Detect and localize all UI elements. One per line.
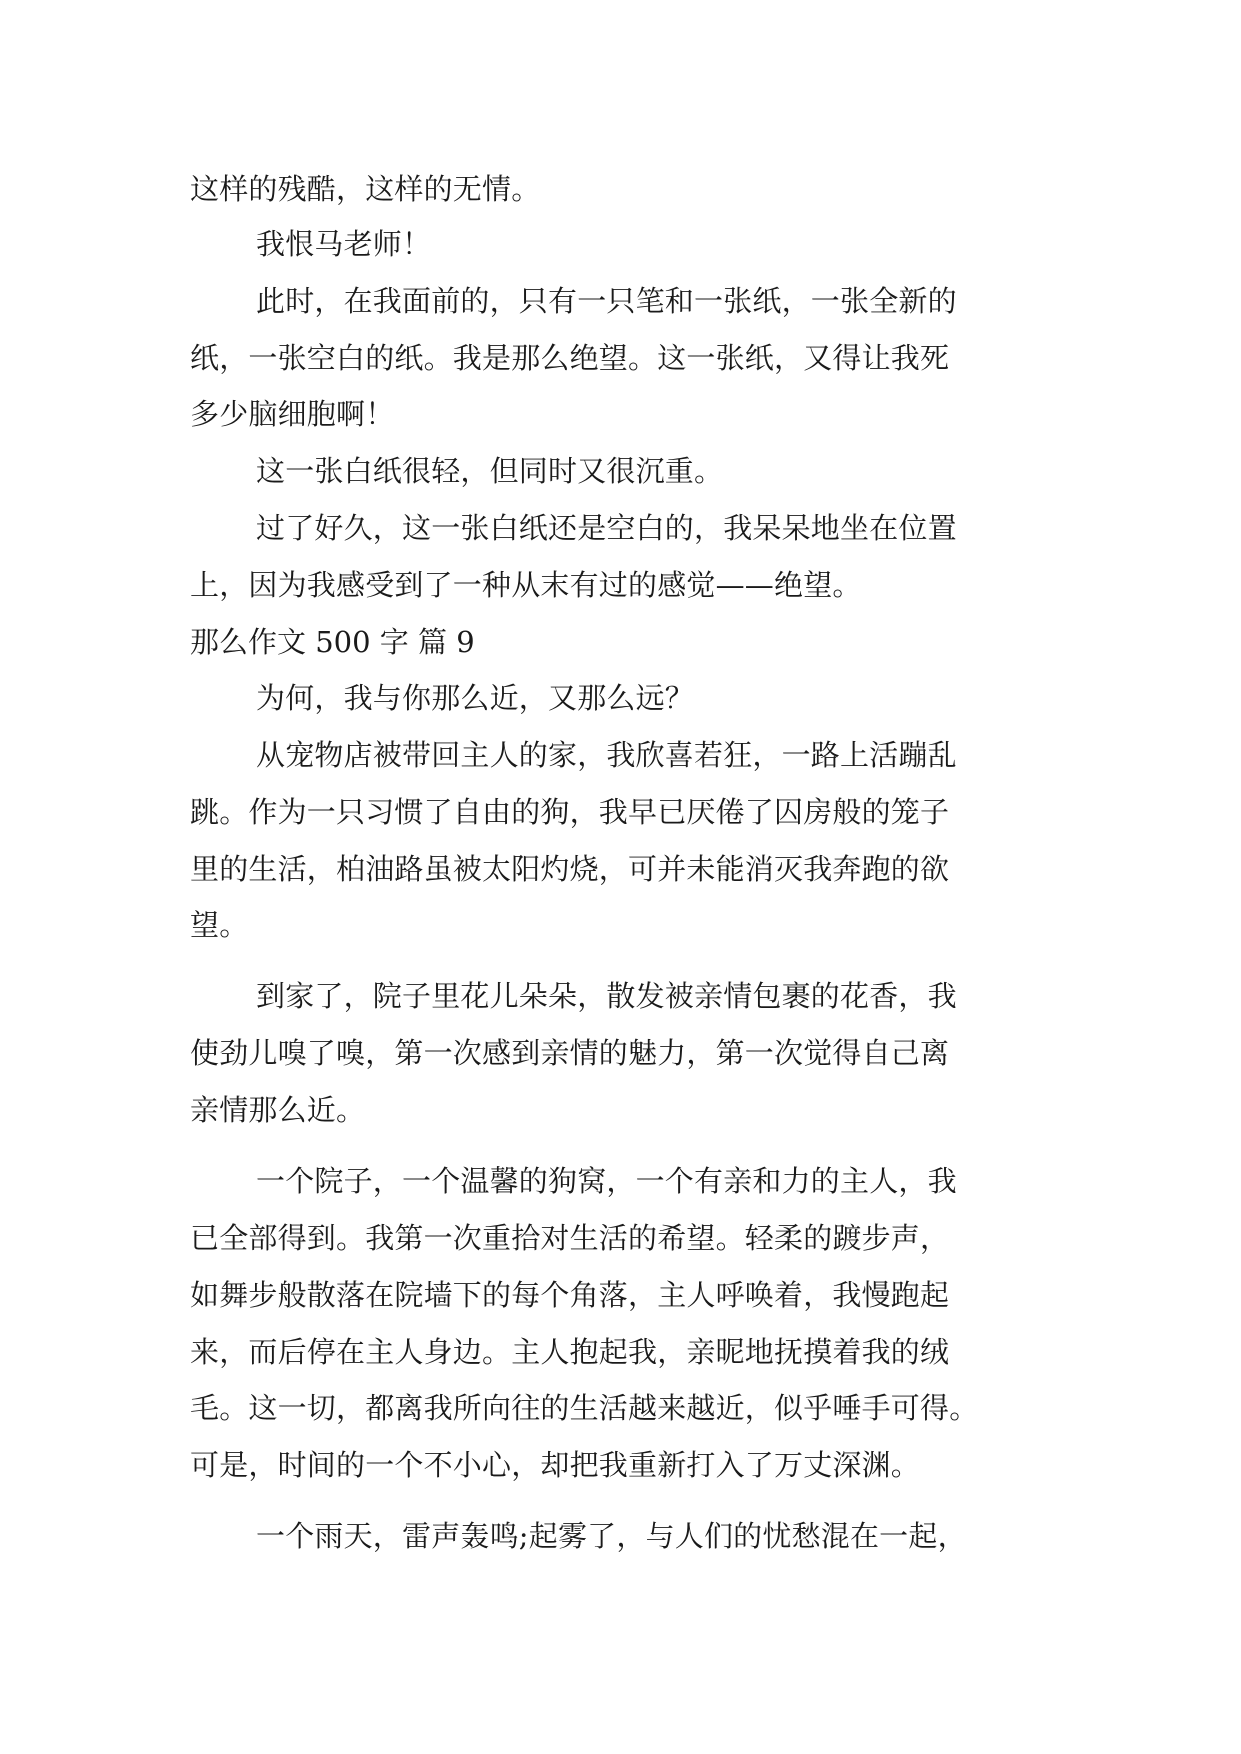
text-line: 跳。作为一只习惯了自由的狗，我早已厌倦了囚房般的笼子 xyxy=(190,795,950,829)
text-line: 上，因为我感受到了一种从末有过的感觉——绝望。 xyxy=(190,568,862,602)
text-line: 亲情那么近。 xyxy=(190,1093,366,1127)
text-line: 这样的残酷，这样的无情。 xyxy=(190,172,541,206)
text-line: 一个雨天，雷声轰鸣;起雾了，与人们的忧愁混在一起， xyxy=(256,1519,967,1553)
text-line: 到家了，院子里花儿朵朵，散发被亲情包裹的花香，我 xyxy=(256,979,957,1013)
text-line: 来，而后停在主人身边。主人抱起我，亲昵地抚摸着我的绒 xyxy=(190,1335,950,1369)
text-line: 此时，在我面前的，只有一只笔和一张纸，一张全新的 xyxy=(256,284,957,318)
text-line: 为何，我与你那么近，又那么远？ xyxy=(256,681,695,715)
section-heading: 那么作文 500 字 篇 9 xyxy=(190,625,475,659)
text-line: 里的生活，柏油路虽被太阳灼烧，可并未能消灭我奔跑的欲 xyxy=(190,852,950,886)
text-line: 从宠物店被带回主人的家，我欣喜若狂，一路上活蹦乱 xyxy=(256,738,957,772)
text-line: 可是，时间的一个不小心，却把我重新打入了万丈深渊。 xyxy=(190,1448,921,1482)
text-line: 使劲儿嗅了嗅，第一次感到亲情的魅力，第一次觉得自己离 xyxy=(190,1036,950,1070)
text-line: 多少脑细胞啊！ xyxy=(190,397,395,431)
text-line: 一个院子，一个温馨的狗窝，一个有亲和力的主人，我 xyxy=(256,1164,957,1198)
text-line: 纸，一张空白的纸。我是那么绝望。这一张纸，又得让我死 xyxy=(190,341,950,375)
text-line: 已全部得到。我第一次重拾对生活的希望。轻柔的踱步声， xyxy=(190,1221,950,1255)
text-line: 这一张白纸很轻，但同时又很沉重。 xyxy=(256,454,724,488)
text-line: 如舞步般散落在院墙下的每个角落，主人呼唤着，我慢跑起 xyxy=(190,1278,950,1312)
text-line: 我恨马老师！ xyxy=(256,227,432,261)
text-line: 望。 xyxy=(190,908,249,942)
text-line: 过了好久，这一张白纸还是空白的，我呆呆地坐在位置 xyxy=(256,511,957,545)
text-line: 毛。这一切，都离我所向往的生活越来越近，似乎唾手可得。 xyxy=(190,1391,979,1425)
